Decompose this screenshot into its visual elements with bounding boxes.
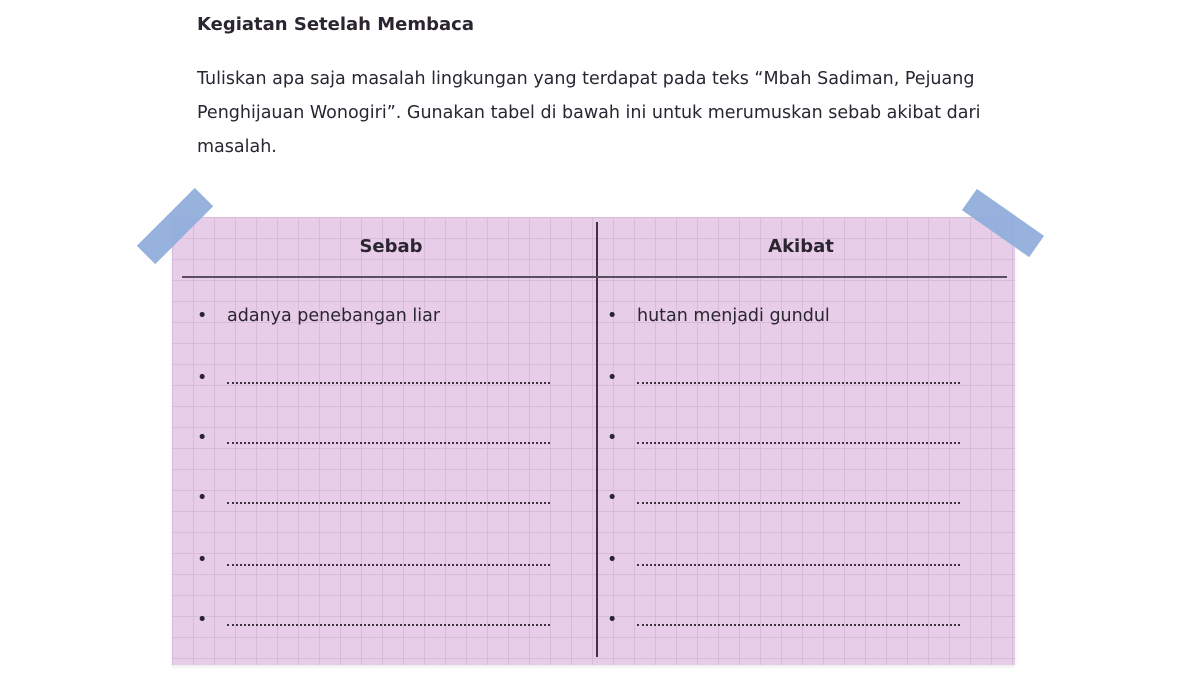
- section-heading: Kegiatan Setelah Membaca: [197, 14, 474, 35]
- cause-row[interactable]: [197, 368, 597, 392]
- bullet: •: [607, 488, 618, 508]
- cause-blank-line[interactable]: [227, 564, 550, 566]
- header-divider: [182, 276, 1007, 278]
- effect-entry: hutan menjadi gundul: [637, 306, 830, 326]
- effect-row[interactable]: [607, 550, 1007, 574]
- bullet: •: [607, 368, 618, 388]
- effect-row[interactable]: [607, 428, 1007, 452]
- effect-blank-line[interactable]: [637, 502, 960, 504]
- cause-blank-line[interactable]: [227, 624, 550, 626]
- bullet: •: [197, 488, 208, 508]
- cause-row[interactable]: [197, 610, 597, 634]
- bullet: •: [197, 428, 208, 448]
- cause-blank-line[interactable]: [227, 442, 550, 444]
- cause-row[interactable]: [197, 428, 597, 452]
- bullet: •: [197, 610, 208, 630]
- header-akibat: Akibat: [768, 236, 834, 257]
- bullet: •: [607, 428, 618, 448]
- header-sebab: Sebab: [359, 236, 423, 257]
- cause-blank-line[interactable]: [227, 502, 550, 504]
- instruction-text: Tuliskan apa saja masalah lingkungan yang terdapat pada teks “Mbah Sadiman, Pejuang Penghijauan Wonogiri”. Gunakan tabel di bawah ini untuk merumuskan sebab akibat dari masalah.: [197, 69, 981, 157]
- bullet: •: [197, 306, 208, 326]
- effect-row[interactable]: [607, 488, 1007, 512]
- effect-row: [607, 306, 1007, 330]
- bullet: •: [607, 550, 618, 570]
- bullet: •: [607, 306, 618, 326]
- effect-blank-line[interactable]: [637, 382, 960, 384]
- effect-row[interactable]: [607, 368, 1007, 392]
- effect-blank-line[interactable]: [637, 564, 960, 566]
- cause-row[interactable]: [197, 488, 597, 512]
- bullet: •: [197, 368, 208, 388]
- cause-blank-line[interactable]: [227, 382, 550, 384]
- cause-row[interactable]: [197, 550, 597, 574]
- effect-blank-line[interactable]: [637, 624, 960, 626]
- bullet: •: [607, 610, 618, 630]
- cause-entry: adanya penebangan liar: [227, 306, 441, 326]
- bullet: •: [197, 550, 208, 570]
- effect-row[interactable]: [607, 610, 1007, 634]
- effect-blank-line[interactable]: [637, 442, 960, 444]
- cause-row: [197, 306, 597, 330]
